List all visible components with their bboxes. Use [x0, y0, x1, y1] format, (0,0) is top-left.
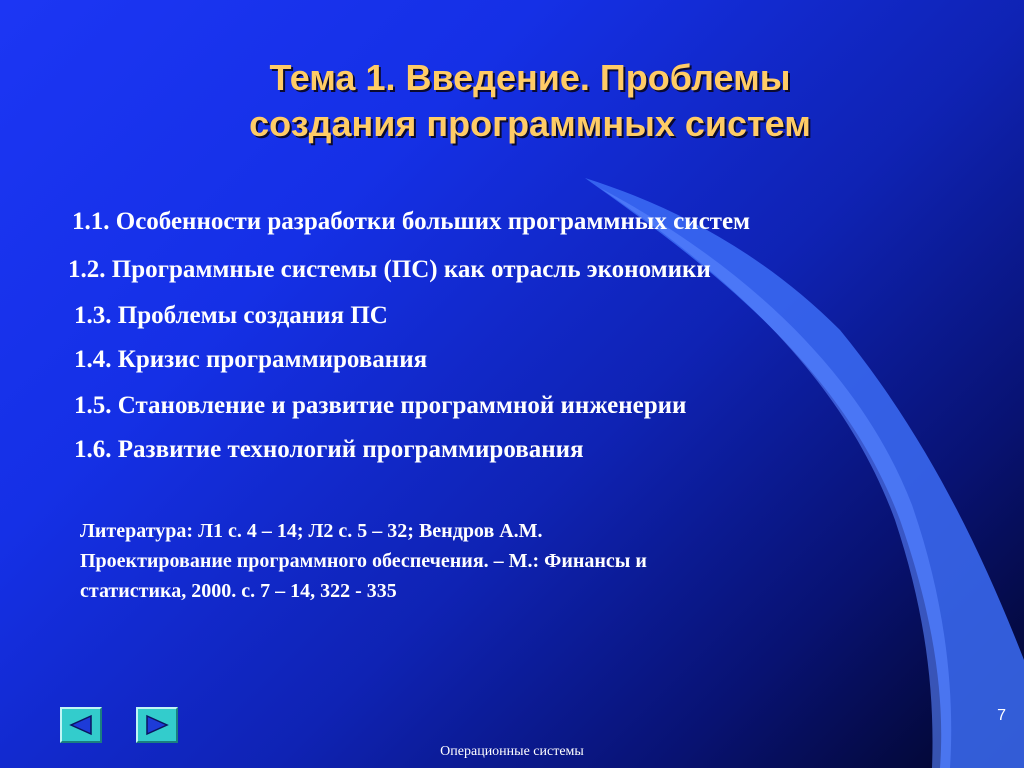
triangle-right-icon [144, 714, 170, 736]
previous-slide-button[interactable] [60, 707, 102, 743]
topic-item-1-4: 1.4. Кризис программирования [74, 346, 428, 373]
literature-line-2: Проектирование программного обеспечения. – М.: Финансы и [80, 550, 647, 572]
topic-item-1-5: 1.5. Становление и развитие программной инженерии [74, 392, 687, 419]
title-line-2: создания программных систем [249, 103, 811, 144]
next-slide-button[interactable] [136, 707, 178, 743]
literature-line-1: Литература: Л1 с. 4 – 14; Л2 с. 5 – 32; Вендров А.М. [80, 520, 543, 542]
literature-line-3: статистика, 2000. с. 7 – 14, 322 - 335 [80, 580, 397, 602]
topic-item-1-1: 1.1. Особенности разработки больших программных систем [72, 208, 751, 235]
triangle-left-icon [68, 714, 94, 736]
topic-item-1-3: 1.3. Проблемы создания ПС [74, 302, 388, 329]
topic-item-1-2: 1.2. Программные системы (ПС) как отрасль экономики [68, 256, 711, 283]
title-line-1: Тема 1. Введение. Проблемы [269, 57, 791, 98]
slide-title [130, 55, 930, 147]
literature-reference [80, 516, 900, 606]
topic-item-1-6: 1.6. Развитие технологий программирования [74, 436, 584, 463]
page-number: 7 [997, 707, 1006, 724]
footer-text: Операционные системы [440, 744, 584, 759]
